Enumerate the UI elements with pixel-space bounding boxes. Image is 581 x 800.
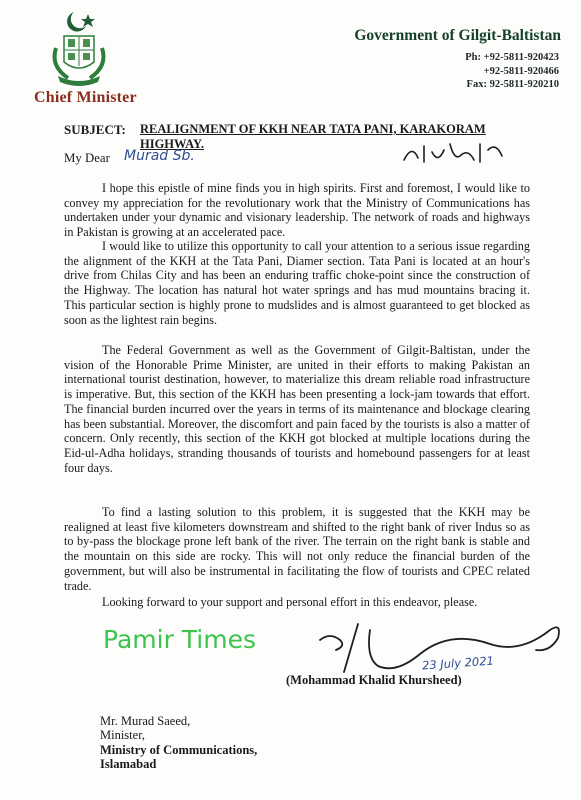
salutation: My Dear [64, 151, 110, 165]
paragraph [64, 505, 530, 593]
subject-text: REALIGNMENT OF KKH NEAR TATA PANI, KARAKORAM HIGHWAY. [140, 122, 486, 151]
addressee-city: Islamabad [100, 757, 157, 772]
addressee-title: Minister, [100, 728, 145, 743]
paragraph [64, 595, 530, 610]
paragraph [64, 181, 530, 240]
signatory-name: (Mohammad Khalid Khursheed) [286, 673, 462, 687]
handwritten-date: 23 July 2021 [421, 653, 495, 673]
government-title: Government of Gilgit-Baltistan [354, 27, 561, 44]
addressee-ministry: Ministry of Communications, [100, 742, 258, 757]
paragraph-text: The Federal Government as well as the Government of Gilgit-Baltistan, under the vision of the Honorable Prime Minister, are united in their efforts to making Pakistan an international tourist destination, however, to materialize this dream reliable road infrastructure is imperative. But, this section of the KKH has been presenting a lock-jam towards that effort. The financial burden incurred over the years in terms of its maintenance and blockage clearing has been substantial. Moreover, the discomfort and pain faced by the tourists is also a matter of concern. Only recently, this section of the KKH got blocked at multiple locations during the Eid-ul-Adha holidays, stranding thousands of tourists and homebound passengers for at least four days. [64, 343, 530, 475]
phone-line: Ph: +92-5811-920423 [465, 52, 559, 63]
phone-line: +92-5811-920466 [483, 65, 559, 77]
paragraph-text: I would like to utilize this opportunity to call your attention to a serious issue regarding the alignment of the KKH at the Tata Pani, Diamer section. Tata Pani is located at an hour's drive from Chilas City and has been an enduring traffic choke-point since the construction of the Highway. The location has natural hot water springs and has mud mountains bracing it. This particular section is highly prone to mudslides and is almost guaranteed to get blocked as soon as the lightest rain begins. [64, 239, 530, 327]
contact-block [465, 51, 559, 92]
subject-label: SUBJECT: [64, 122, 126, 137]
paragraph-text: Looking forward to your support and personal effort in this endeavor, please. [102, 595, 478, 609]
watermark: Pamir Times [103, 625, 257, 654]
paragraph-text: To find a lasting solution to this problem, it is suggested that the KKH may be realigned at least five kilometers downstream and shifted to the right bank of river Indus so as to by-pass the blockage prone left bank of the river. The terrain on the right bank is stable and the mountain on this side are rocky. This will not only reduce the financial burden of the government, but will also be instrumental in facilitating the flow of tourists and CPEC related trade. [64, 505, 530, 593]
paragraph [64, 343, 530, 475]
office-title: Chief Minister [34, 89, 137, 106]
paragraph-text: I hope this epistle of mine finds you in high spirits. First and foremost, I would like to convey my appreciation for the revolutionary work that the Ministry of Communications has undertaken under your dynamic and visionary leadership. The network of roads and highways in Pakistan is growing at an accelerated pace. [64, 181, 530, 240]
handwritten-recipient: Murad Sb. [124, 148, 195, 164]
state-emblem-icon [44, 8, 114, 86]
paragraph [64, 239, 530, 327]
addressee-name: Mr. Murad Saeed, [100, 714, 191, 728]
addressee-block [100, 714, 257, 772]
fax-line: Fax: 92-5811-920210 [466, 79, 559, 90]
handwritten-urdu-greeting [398, 138, 508, 168]
